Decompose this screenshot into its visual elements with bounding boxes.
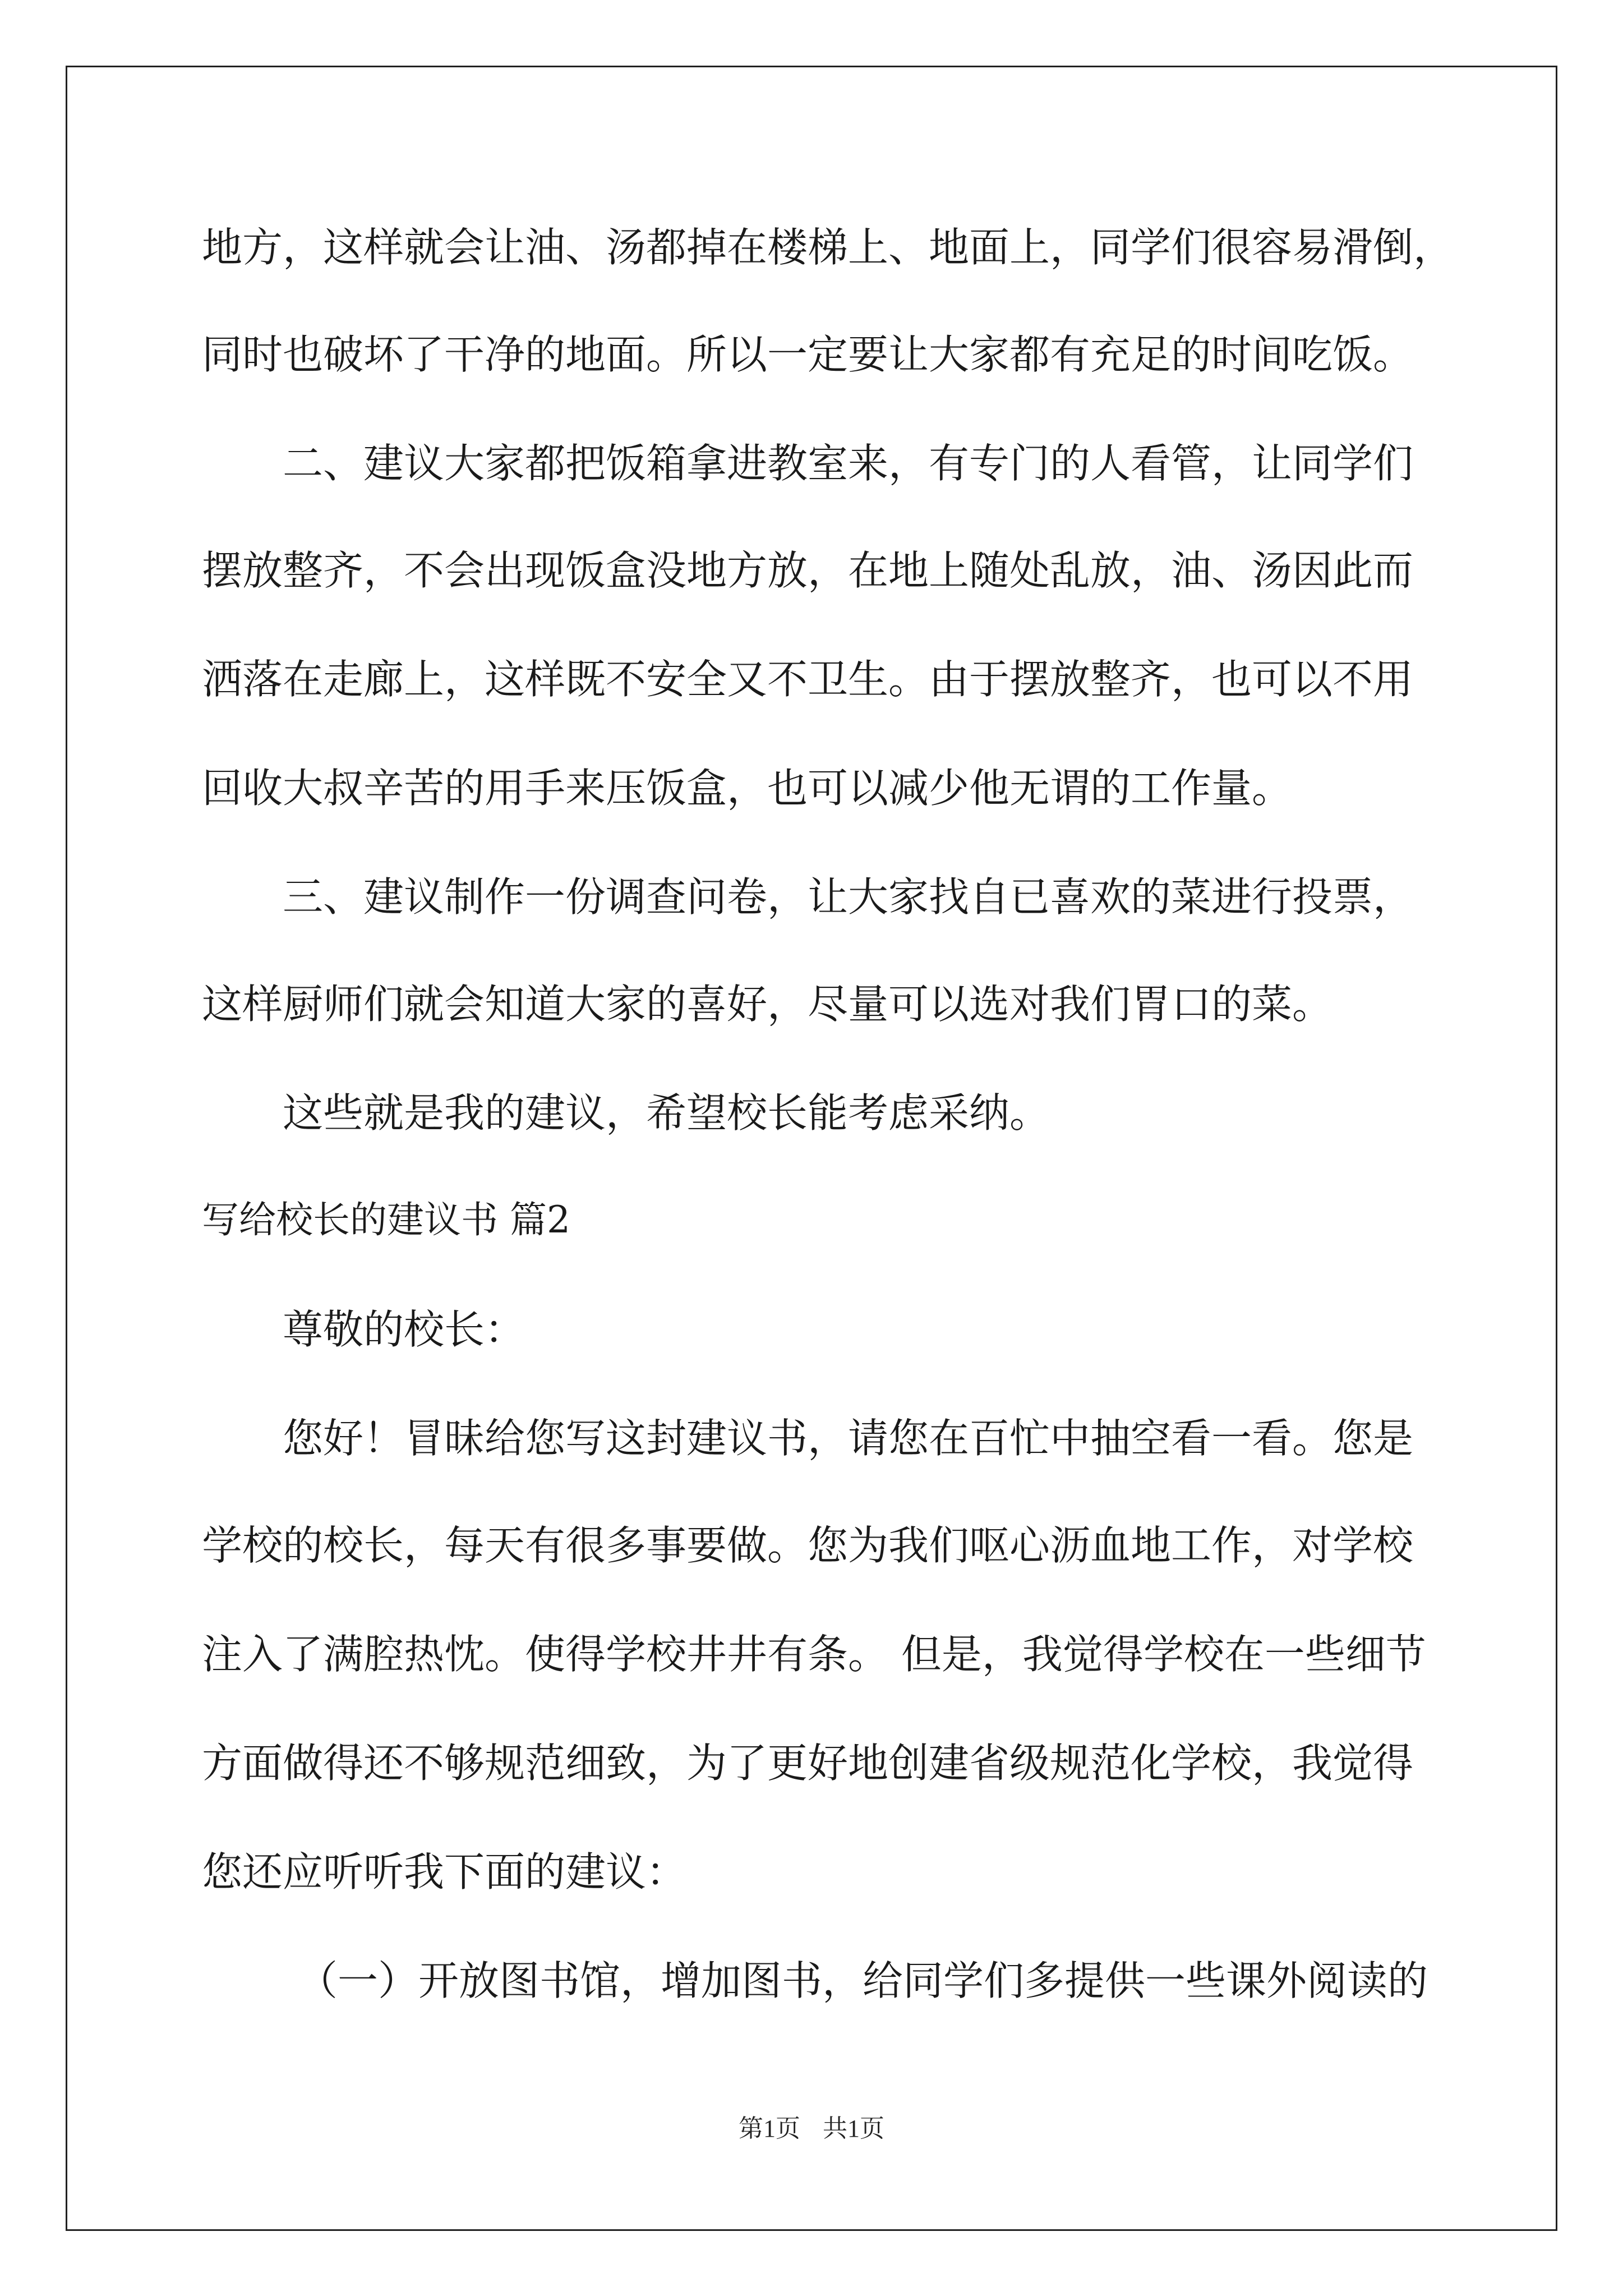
text-line: 同时也破坏了干净的地面。所以一定要让大家都有充足的时间吃饭。 — [202, 331, 1414, 378]
text-line: 洒落在走廊上，这样既不安全又不卫生。由于摆放整齐，也可以不用 — [202, 656, 1414, 703]
text-line: 摆放整齐，不会出现饭盒没地方放，在地上随处乱放，油、汤因此而 — [202, 547, 1414, 594]
text-line: 您还应听听我下面的建议： — [202, 1848, 687, 1895]
page-footer — [0, 2115, 1623, 2143]
text-line: 方面做得还不够规范细致，为了更好地创建省级规范化学校，我觉得 — [202, 1740, 1414, 1787]
document-body — [202, 224, 1454, 2004]
text-line: 这样厨师们就会知道大家的喜好，尽量可以选对我们胃口的菜。 — [202, 981, 1333, 1028]
page-total: 共1页 — [823, 2115, 884, 2142]
paragraph-start: 您好！冒昧给您写这封建议书，请您在百忙中抽空看一看。您是 — [283, 1415, 1414, 1462]
text-line: 回收大叔辛苦的用手来压饭盒，也可以减少他无谓的工作量。 — [202, 765, 1293, 812]
salutation: 尊敬的校长： — [283, 1306, 525, 1353]
paragraph-start: 二、建议大家都把饭箱拿进教室来，有专门的人看管，让同学们 — [283, 440, 1414, 487]
text-line: 注入了满腔热忱。使得学校井井有条。 但是，我觉得学校在一些细节 — [202, 1631, 1426, 1678]
text-line: 地方，这样就会让油、汤都掉在楼梯上、地面上，同学们很容易滑倒， — [202, 224, 1454, 271]
paragraph-start: （一）开放图书馆，增加图书，给同学们多提供一些课外阅读的 — [297, 1957, 1428, 2004]
page-number: 第1页 — [739, 2115, 800, 2142]
paragraph-start: 这些就是我的建议，希望校长能考虑采纳。 — [283, 1089, 1050, 1137]
paragraph-start: 三、建议制作一份调查问卷，让大家找自已喜欢的菜进行投票， — [283, 873, 1414, 921]
text-line: 学校的校长，每天有很多事要做。您为我们呕心沥血地工作，对学校 — [202, 1522, 1414, 1569]
section-heading: 写给校长的建议书 篇2 — [202, 1198, 570, 1241]
